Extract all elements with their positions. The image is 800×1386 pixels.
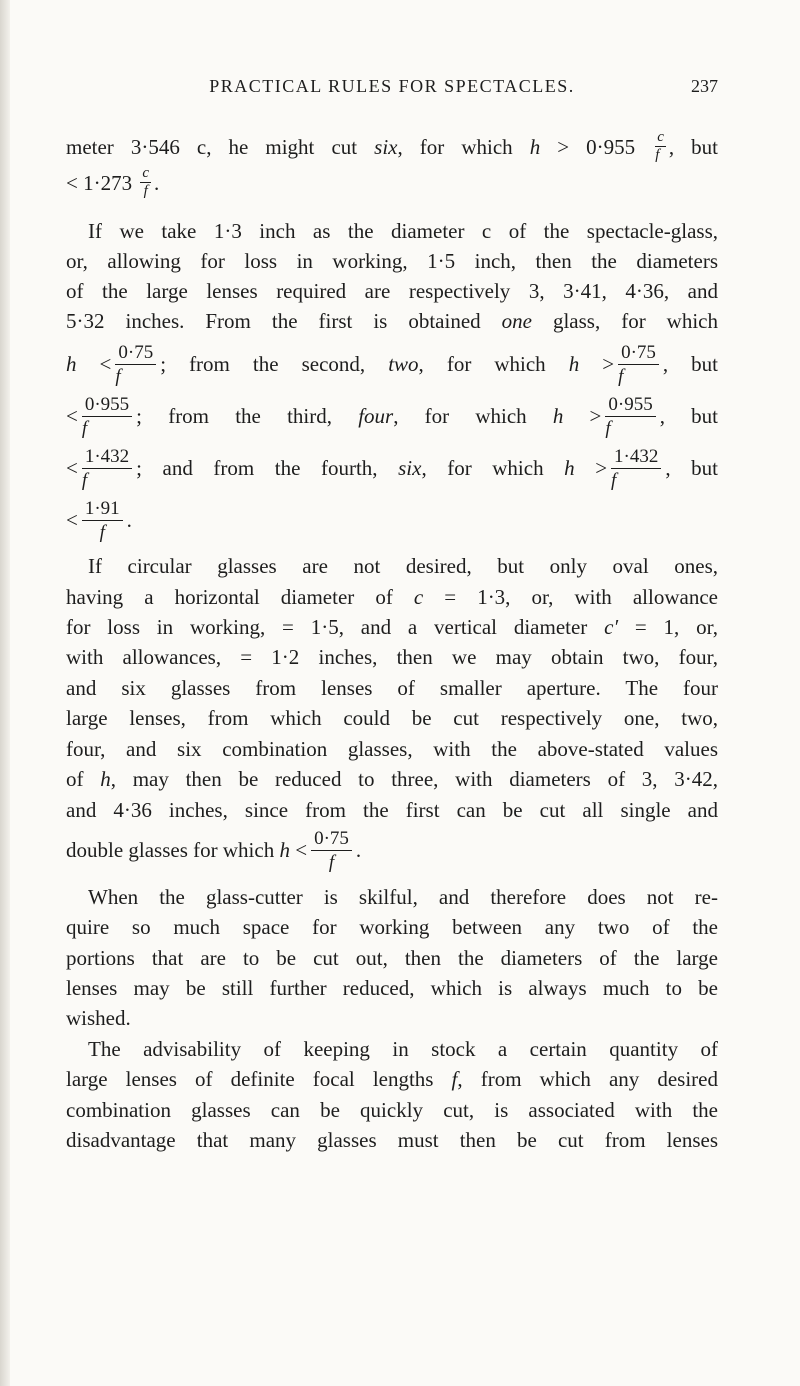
fraction-c-over-f: $\frac{c}{f}$ <box>655 128 664 163</box>
text-line: large lenses, from which could be cut respectively one, two, <box>66 706 718 730</box>
text-line: disadvantage that many glasses must then be cut from lenses <box>66 1128 718 1152</box>
fraction: $\frac{0\cdot 75}{f}$ <box>115 343 156 386</box>
text-line: The advisability of keeping in stock a certain quantity of <box>88 1037 718 1061</box>
fraction: $\frac{0\cdot 955}{f}$ <box>82 395 132 438</box>
text-line: and 4·36 inches, since from the first can be cut all single and <box>66 798 718 822</box>
text-line: h < $\frac{0\cdot 75}{f}$ ; from the second, two, for which h > $\frac{0\cdot 75}{f}$ , but <box>66 341 719 387</box>
text-line: large lenses of definite focal lengths f, from which any desired <box>66 1067 718 1091</box>
text-line: If circular glasses are not desired, but only oval ones, <box>88 554 718 578</box>
fraction: $\frac{0\cdot 75}{f}$ <box>618 343 659 386</box>
text-line: having a horizontal diameter of c = 1·3, or, with allowance <box>66 585 718 609</box>
fraction: $\frac{1\cdot 91}{f}$ <box>82 499 123 542</box>
text-line: < 1·273 $\frac{c}{f}$ . <box>66 164 160 199</box>
text-line: or, allowing for loss in working, 1·5 inch, then the diameters <box>66 249 718 273</box>
text-line: combination glasses can be quickly cut, is associated with the <box>66 1098 718 1122</box>
text-line: of the large lenses required are respectively 3, 3·41, 4·36, and <box>66 279 718 303</box>
fraction: $\frac{1\cdot 432}{f}$ <box>611 447 661 490</box>
text-line: four, and six combination glasses, with the above-stated values <box>66 737 718 761</box>
fraction-c-over-f: $\frac{c}{f}$ <box>142 164 150 199</box>
page-number: 237 <box>691 76 718 96</box>
text-line: < $\frac{1\cdot 91}{f}$ . <box>66 497 132 543</box>
text-line: meter 3·546 c, he might cut six, for which h > 0·955 $\frac{c}{f}$ , but <box>66 128 718 163</box>
text-line: quire so much space for working between any two of the <box>66 915 718 939</box>
fraction: $\frac{1\cdot 432}{f}$ <box>82 447 132 490</box>
running-header <box>66 76 718 106</box>
text-line: for loss in working, = 1·5, and a vertical diameter c′ = 1, or, <box>66 615 719 639</box>
text-line: with allowances, = 1·2 inches, then we may obtain two, four, <box>66 645 718 669</box>
text-line: portions that are to be cut out, then the diameters of the large <box>66 946 718 970</box>
fraction: $\frac{0\cdot 955}{f}$ <box>605 395 655 438</box>
text-line: lenses may be still further reduced, which is always much to be <box>66 976 718 1000</box>
text-line: When the glass-cutter is skilful, and therefore does not re- <box>88 885 718 909</box>
text-line: wished. <box>66 1006 131 1030</box>
text-line: and six glasses from lenses of smaller aperture. The four <box>66 676 718 700</box>
text-line: If we take 1·3 inch as the diameter c of the spectacle-glass, <box>88 219 718 243</box>
text-line: < $\frac{0\cdot 955}{f}$ ; from the third, four, for which h > $\frac{0\cdot 955}{f}$ , but <box>66 393 718 439</box>
running-title: PRACTICAL RULES FOR SPECTACLES. <box>209 76 575 96</box>
fraction: $\frac{0\cdot 75}{f}$ <box>311 829 352 872</box>
text-line: 5·32 inches. From the first is obtained one glass, for which <box>66 309 718 333</box>
text-line: double glasses for which h < $\frac{0\cdot 75}{f}$ . <box>66 827 362 873</box>
text-line: < $\frac{1\cdot 432}{f}$ ; and from the fourth, six, for which h > $\frac{1\cdot 432}{f}$ , but <box>66 445 718 491</box>
text-line: of h, may then be reduced to three, with diameters of 3, 3·42, <box>66 767 718 791</box>
page-edge-shadow <box>0 0 10 1386</box>
